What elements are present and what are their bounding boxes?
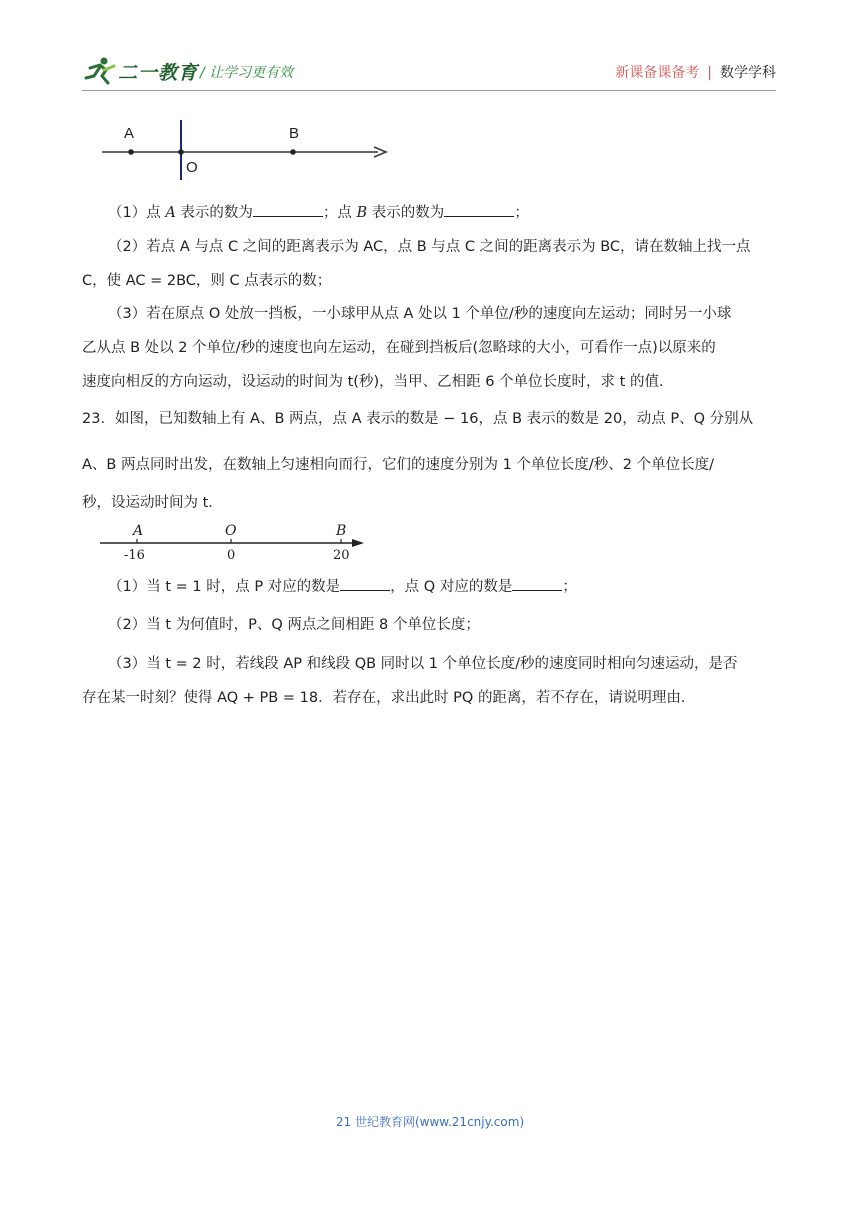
q22-part2-line2: C，使 AC = 2BC，则 C 点表示的数；: [82, 273, 332, 289]
label-a: A: [124, 125, 135, 142]
header-course-label: 新课备课备考: [615, 65, 700, 81]
header-right: [615, 62, 776, 82]
q22-part3-line2: 乙从点 B 处以 2 个单位/秒的速度也向左运动，在碰到挡板后(忽略球的大小，可看作一点)以原来的: [82, 340, 716, 356]
answer-blank-b[interactable]: [444, 202, 514, 217]
q22-part3-line3: 速度向相反的方向运动，设运动的时间为 t(秒)，当甲、乙相距 6 个单位长度时，求 t 的值.: [82, 374, 664, 390]
page-footer[interactable]: 21 世纪教育网(www.21cnjy.com): [335, 1115, 525, 1129]
label-b: B: [336, 523, 347, 539]
answer-blank-p[interactable]: [340, 576, 390, 591]
page-header: [0, 0, 860, 100]
label-b: B: [289, 125, 300, 142]
slogan: / 让学习更有效: [200, 65, 294, 81]
q22-part1: （1）点 A 表示的数为 ；点 B 表示的数为 ；: [108, 202, 529, 223]
point-a: [128, 149, 134, 155]
header-separator: |: [707, 65, 712, 81]
label-o: O: [225, 523, 237, 539]
q23-part3-line2: 存在某一时刻？使得 AQ + PB = 18．若存在，求出此时 PQ 的距离，若不存在，请说明理由.: [82, 690, 686, 706]
q23-part3-line1: （3）当 t = 2 时，若线段 AP 和线段 QB 同时以 1 个单位长度/秒的速度同时相向匀速运动，是否: [108, 656, 738, 672]
q22-part2-line1: （2）若点 A 与点 C 之间的距离表示为 AC，点 B 与点 C 之间的距离表示为 BC，请在数轴上找一点: [108, 239, 751, 255]
number-line-figure-2: [96, 520, 376, 566]
arrow-right-icon: [352, 539, 364, 547]
answer-blank-a[interactable]: [253, 202, 323, 217]
label-a: A: [133, 523, 144, 539]
point-b: [290, 149, 296, 155]
tick-label-a: -16: [124, 548, 145, 563]
tick-label-o: 0: [227, 548, 236, 563]
logo-text: 二一教育: [118, 62, 199, 84]
point-o: [178, 149, 184, 155]
q23-stem-line3: 秒，设运动时间为 t.: [82, 495, 213, 511]
answer-blank-q[interactable]: [512, 576, 562, 591]
label-o: O: [186, 159, 198, 176]
q23-part1: （1）当 t = 1 时，点 P 对应的数是 ，点 Q 对应的数是 ；: [108, 576, 577, 597]
header-divider: [82, 90, 776, 91]
runner-logo-icon: [82, 56, 118, 86]
q23-stem-line1: 23．如图，已知数轴上有 A、B 两点，点 A 表示的数是 − 16，点 B 表示的数是 20，动点 P、Q 分别从: [82, 411, 754, 427]
q23-part2: （2）当 t 为何值时，P、Q 两点之间相距 8 个单位长度；: [108, 617, 480, 633]
q23-stem-line2: A、B 两点同时出发，在数轴上匀速相向而行，它们的速度分别为 1 个单位长度/秒、2 个单位长度/: [82, 457, 715, 473]
number-line-figure-1: [96, 118, 396, 184]
header-subject: 数学学科: [720, 65, 776, 81]
q22-part3-line1: （3）若在原点 O 处放一挡板，一小球甲从点 A 处以 1 个单位/秒的速度向左运动；同时另一小球: [108, 306, 732, 322]
tick-label-b: 20: [333, 548, 350, 563]
